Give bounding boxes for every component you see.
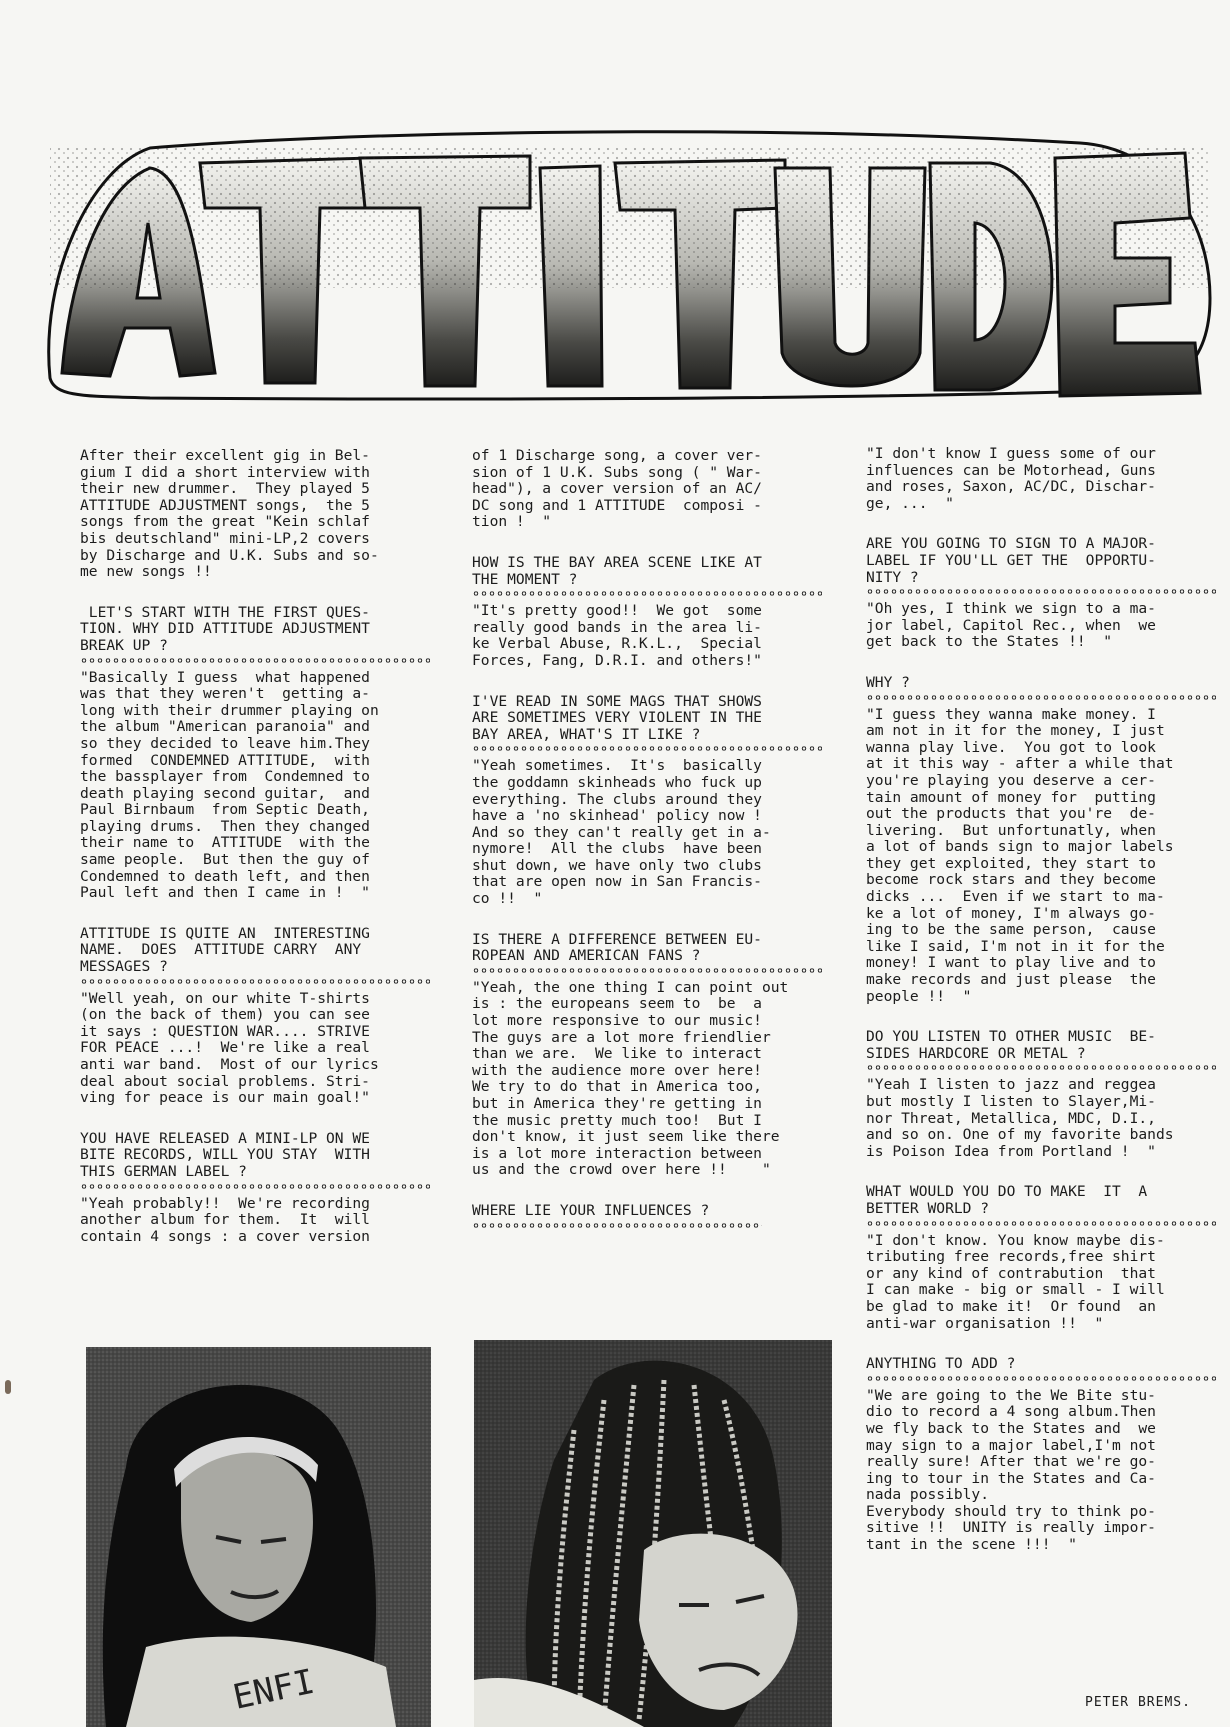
dot-divider [472,967,822,974]
answer: "I don't know. You know maybe dis- tributing free records,free shirt or any kind of contrabution that I can make - big or small - I will be glad to make it! Or found an anti-war organisation !! " [866,1231,1165,1332]
qa-block [472,932,822,1179]
author-signature: PETER BREMS. [1085,1695,1191,1710]
dot-divider [472,745,822,752]
question: LET'S START WITH THE FIRST QUES- TION. WHY DID ATTITUDE ADJUSTMENT BREAK UP ? [80,603,370,654]
continued-answer: "I don't know I guess some of our influences can be Motorhead, Guns and roses, Saxon, AC/DC, Dischar- ge, ... " [866,445,1156,512]
qa-block [866,1029,1216,1160]
answer: "Yeah, the one thing I can point out is : the europeans seem to be a lot more responsive to our music! The guys are a lot more friendlier than we are. We like to interact with the audience more over here! We try to do that in America too, but in America they're getting in the music pretty much too! But I don't know, it just seem like there is a lot more interaction between us and the crowd over here !! " [472,978,789,1179]
qa-block [866,536,1216,651]
column-2 [472,448,822,1235]
answer: "Well yeah, on our white T-shirts (on the back of them) you can see it says : QUESTION WAR.... STRIVE FOR PEACE ...! We're like a real anti war band. Most of our lyrics deal about social problems. Stri- ving for peace is our main goal!" [80,989,379,1107]
question: HOW IS THE BAY AREA SCENE LIKE AT THE MOMENT ? [472,553,762,588]
column-3 [866,446,1216,1578]
qa-block [472,555,822,670]
attitude-logo [30,128,1220,428]
dot-divider [866,694,1216,701]
dot-divider [866,1064,1216,1071]
qa-block [80,605,430,902]
qa-block [472,1203,822,1229]
question: WHY ? [866,673,910,691]
photo-drummer-1 [86,1347,431,1727]
question: DO YOU LISTEN TO OTHER MUSIC BE- SIDES HARDCORE OR METAL ? [866,1028,1156,1062]
intro-text: After their excellent gig in Bel- gium I did a short interview with their new drummer. They played 5 ATTITUDE ADJUSTMENT songs, the 5 songs from the great "Kein schlaf bis deutschland" mini-LP,2 covers by Discharge and U.K. Subs and so- me new songs !! [80,447,379,581]
qa-block [80,926,430,1107]
continued-answer: of 1 Discharge song, a cover ver- sion of 1 U.K. Subs song ( " War- head"), a cover version of an AC/ DC song and 1 ATTITUDE composi - tion ! " [472,447,762,531]
answer: "Oh yes, I think we sign to a ma- jor label, Capitol Rec., when we get back to the States !! " [866,600,1156,651]
question: YOU HAVE RELEASED A MINI-LP ON WE BITE RECORDS, WILL YOU STAY WITH THIS GERMAN LABEL ? [80,1129,370,1180]
answer: "We are going to the We Bite stu- dio to record a 4 song album.Then we fly back to the States and we may sign to a major label,I'm not really sure! After that we're go- ing to tour in the States and Ca- nada possibly. Everybody should try to think po- sitive !! UNITY is really impor- tant in the scene !!! " [866,1386,1156,1554]
dot-divider [472,590,822,597]
question: WHAT WOULD YOU DO TO MAKE IT A BETTER WORLD ? [866,1183,1148,1217]
qa-block [80,1131,430,1246]
qa-block [866,1184,1216,1332]
dot-divider [80,657,430,664]
answer: "It's pretty good!! We got some really good bands in the area li- ke Verbal Abuse, R.K.L., Special Forces, Fang, D.R.I. and others!" [472,602,762,669]
question: ANYTHING TO ADD ? [866,1355,1016,1373]
dot-divider [472,1222,762,1229]
dot-divider [80,1183,430,1190]
question: WHERE LIE YOUR INFLUENCES ? [472,1201,710,1219]
question: I'VE READ IN SOME MAGS THAT SHOWS ARE SOMETIMES VERY VIOLENT IN THE BAY AREA, WHAT'S IT LIKE ? [472,692,762,743]
answer: "Yeah probably!! We're recording another album for them. It will contain 4 songs : a cover version [80,1194,370,1245]
answer: "Basically I guess what happened was that they weren't getting a- long with their drummer playing on the album "American paranoia" and so they decided to leave him.They formed CONDEMNED ATTITUDE, with the bassplayer from Condemned to death playing second guitar, and Paul Birnbaum from Septic Death, playing drums. Then they changed their name to ATTITUDE with the same people. But then the guy of Condemned to death left, and then Paul left and then I came in ! " [80,668,379,902]
column-1 [80,448,430,1269]
question: ATTITUDE IS QUITE AN INTERESTING NAME. DOES ATTITUDE CARRY ANY MESSAGES ? [80,924,370,976]
dot-divider [866,588,1216,595]
shirt-text: ENFI [229,1661,318,1718]
question: IS THERE A DIFFERENCE BETWEEN EU- ROPEAN AND AMERICAN FANS ? [472,930,762,965]
answer: "Yeah I listen to jazz and reggea but mostly I listen to Slayer,Mi- nor Threat, Metallica, MDC, D.I., and so on. One of my favorite bands is Poison Idea from Portland ! " [866,1076,1174,1160]
answer: "Yeah sometimes. It's basically the goddamn skinheads who fuck up everything. The clubs around they have a 'no skinhead' policy now ! And so they can't really get in a- nymore! All the clubs have been shut down, we have only two clubs that are open now in San Francis- co !! " [472,757,771,908]
question: ARE YOU GOING TO SIGN TO A MAJOR- LABEL IF YOU'LL GET THE OPPORTU- NITY ? [866,535,1156,586]
qa-block [472,694,822,908]
qa-block [866,1356,1216,1554]
paper-mark [5,1380,11,1394]
dot-divider [866,1375,1216,1382]
answer: "I guess they wanna make money. I am not in it for the money, I just wanna play live. You got to look at it this way - after a while that you're playing you deserve a cer- tain amount of money for putting out the products that you're de- livering. But unfortunatly, when a lot of bands sign to major labels they get exploited, they start to become rock stars and they become dicks ... Even if we start to ma- ke a lot of money, I'm always go- ing to be the same person, cause like I said, I'm not in it for the money! I want to play live and to make records and just please the people !! " [866,705,1174,1005]
photo-drummer-2 [474,1340,832,1727]
dot-divider [80,978,430,985]
qa-block [866,675,1216,1005]
dot-divider [866,1220,1216,1227]
